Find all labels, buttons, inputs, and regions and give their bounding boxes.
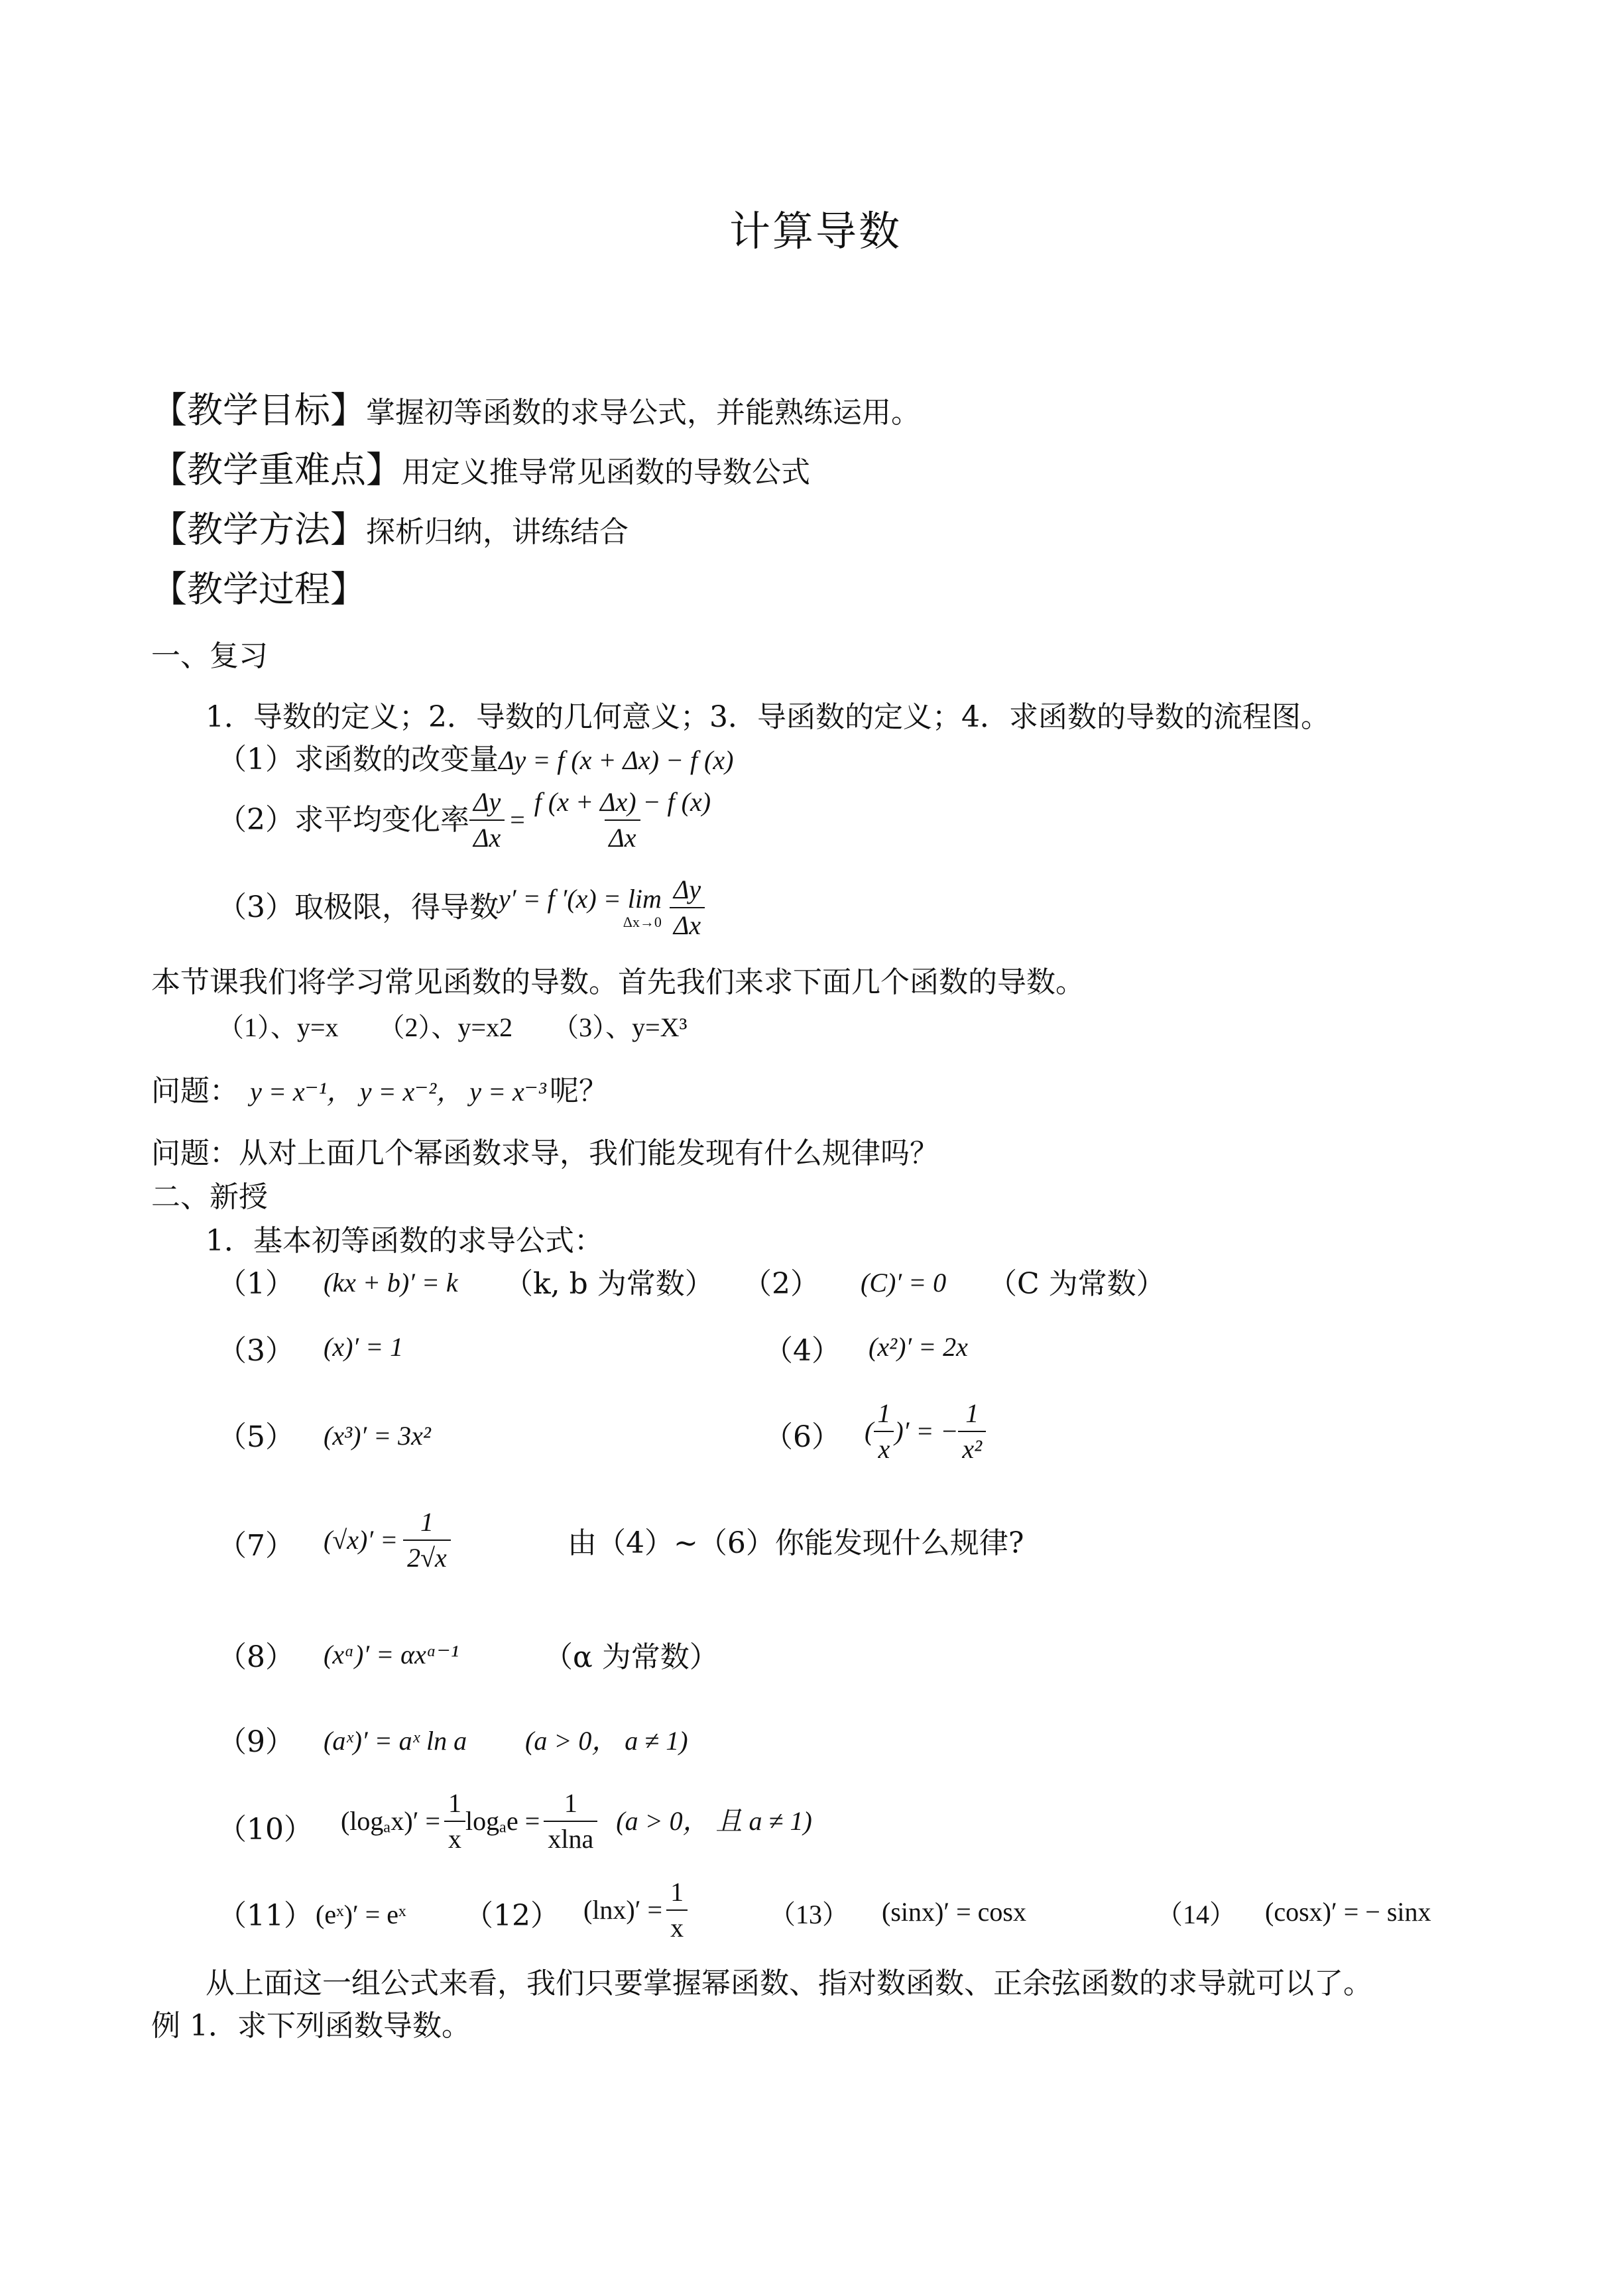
formula11: (eˣ)′ = eˣ [316,1900,406,1929]
process-label: 【教学过程】 [151,568,366,610]
question1-label: 问题： [151,1074,239,1108]
formula7-lhs: (√x)′ = [324,1525,398,1555]
step3-line [217,876,705,939]
formula1-note: （k, b 为常数） [504,1267,714,1301]
step1-label: （1）求函数的改变量 [217,743,499,776]
formula8-number: （8） [217,1640,294,1674]
new-lesson-heading: 二、新授 [151,1180,268,1214]
step2-rhs-fraction [530,789,715,851]
summary-text: 从上面这一组公式来看，我们只要掌握幂函数、指对数函数、正余弦函数的求导就可以了。 [206,1966,1372,2000]
formula8-note: （α 为常数） [544,1640,719,1674]
step2-rhs-num: f (x + Δx) − f (x) [534,787,711,817]
formula6-frac1 [873,1400,894,1463]
key-label: 【教学重难点】 [151,449,402,491]
formula13-number: （13） [769,1900,849,1929]
formula10-lhs: (logₐx)′ = [341,1806,440,1836]
formula10-den2: xlna [544,1821,597,1852]
step3-fraction [670,876,705,939]
step1-formula: Δy = f (x + Δx) − f (x) [499,745,734,775]
formula7-num: 1 [420,1507,434,1537]
formula10-condition: (a > 0， 且 a ≠ 1) [616,1806,812,1836]
formula12 [583,1879,688,1941]
formula6-frac2 [958,1400,986,1463]
key-text: 用定义推导常见函数的导数公式 [402,455,810,489]
formula7-number: （7） [217,1529,294,1563]
formula10-num1: 1 [448,1788,461,1818]
formula12-den: x [666,1909,688,1941]
formula13: (sinx)′ = cosx [882,1897,1026,1927]
formula9-number: （9） [217,1725,294,1759]
formula2-note: （C 为常数） [988,1267,1166,1301]
step3-limit [499,886,662,930]
formula10-den1: x [444,1821,465,1852]
step2-lhs-den: Δx [469,819,505,851]
new-lesson-item1: 1．基本初等函数的求导公式： [206,1224,603,1258]
formula7-fraction [403,1509,451,1571]
formula2: (C)′ = 0 [861,1268,947,1298]
method-line [151,509,629,550]
question2-text: 问题：从对上面几个幂函数求导，我们能发现有什么规律吗？ [151,1136,939,1170]
step3-num: Δy [673,875,701,904]
method-label: 【教学方法】 [151,509,366,550]
formula10-frac2 [544,1790,597,1852]
goal-text: 掌握初等函数的求导公式，并能熟练运用。 [366,396,920,430]
formula6-den2: x² [958,1431,986,1463]
formula8: (xᵅ)′ = αxᵅ⁻¹ [324,1640,459,1669]
key-line [151,449,810,491]
step2-label: （2）求平均变化率 [217,803,469,837]
goal-line [151,389,920,431]
page-title: 计算导数 [729,207,902,255]
formula7-note: 由（4）~（6）你能发现什么规律? [568,1526,1024,1560]
step3-limit-sub: Δx→0 [623,914,662,930]
formula6-num1: 1 [877,1398,891,1428]
question1-end: 呢？ [550,1074,609,1108]
formula6-num2: 1 [965,1398,979,1428]
formula12-lhs: (lnx)′ = [583,1895,663,1925]
formula4-number: （4） [764,1334,841,1368]
formula12-number: （12） [464,1899,560,1933]
formula9: (aˣ)′ = aˣ ln a [324,1726,467,1756]
question1-formula: y = x⁻¹， y = x⁻²， y = x⁻³ [250,1077,546,1107]
formula6-mid: )′ = − [894,1416,959,1446]
intro-text: 本节课我们将学习常见函数的导数。首先我们来求下面几个函数的导数。 [151,965,1085,999]
formula14-number: （14） [1156,1900,1236,1929]
formula10-number: （10） [217,1813,313,1846]
equals-sign: = [510,805,525,835]
formula6-number: （6） [764,1420,841,1454]
formula6-den1: x [874,1431,894,1463]
formula14: (cosx)′ = − sinx [1265,1897,1431,1927]
method-text: 探析归纳，讲练结合 [366,515,629,549]
step3-den: Δx [670,907,705,939]
step1-line [217,745,733,774]
formula12-fraction [666,1879,688,1941]
review-item1: 1．导数的定义；2．导数的几何意义；3．导函数的定义；4．求函数的导数的流程图。 [206,700,1330,734]
formula9-condition: (a > 0， a ≠ 1) [525,1726,688,1756]
formula10-frac1 [444,1790,465,1852]
examples-line: （1）、y=x （2）、y=x2 （3）、y=X³ [217,1012,688,1042]
step3-formula: y′ = f ′(x) = lim [499,884,662,914]
formula10 [341,1790,812,1852]
formula1: (kx + b)′ = k [324,1268,458,1298]
formula1-number: （1） [217,1267,294,1301]
formula4: (x²)′ = 2x [869,1332,968,1362]
formula5-number: （5） [217,1420,294,1454]
formula6-open: ( [865,1416,874,1446]
formula11-number: （11） [217,1899,313,1933]
formula3-number: （3） [217,1334,294,1368]
formula7 [324,1509,451,1571]
question1-line [151,1074,609,1108]
example1-label: 例 1．求下列函数导数。 [151,2009,471,2043]
formula2-number: （2） [743,1267,819,1301]
formula6 [865,1400,986,1463]
goal-label: 【教学目标】 [151,389,366,431]
review-heading: 一、复习 [151,639,268,673]
formula10-num2: 1 [564,1788,577,1818]
step3-label: （3）取极限，得导数 [217,890,499,924]
step2-rhs-den: Δx [605,819,640,851]
formula12-num: 1 [670,1877,684,1907]
formula3: (x)′ = 1 [324,1332,404,1362]
formula5: (x³)′ = 3x² [324,1421,431,1451]
formula10-mid: logₐe = [465,1806,540,1836]
formula7-den: 2√x [403,1540,451,1571]
step2-lhs-num: Δy [473,787,501,817]
step2-lhs-fraction [469,789,505,851]
step2-line [217,789,715,851]
